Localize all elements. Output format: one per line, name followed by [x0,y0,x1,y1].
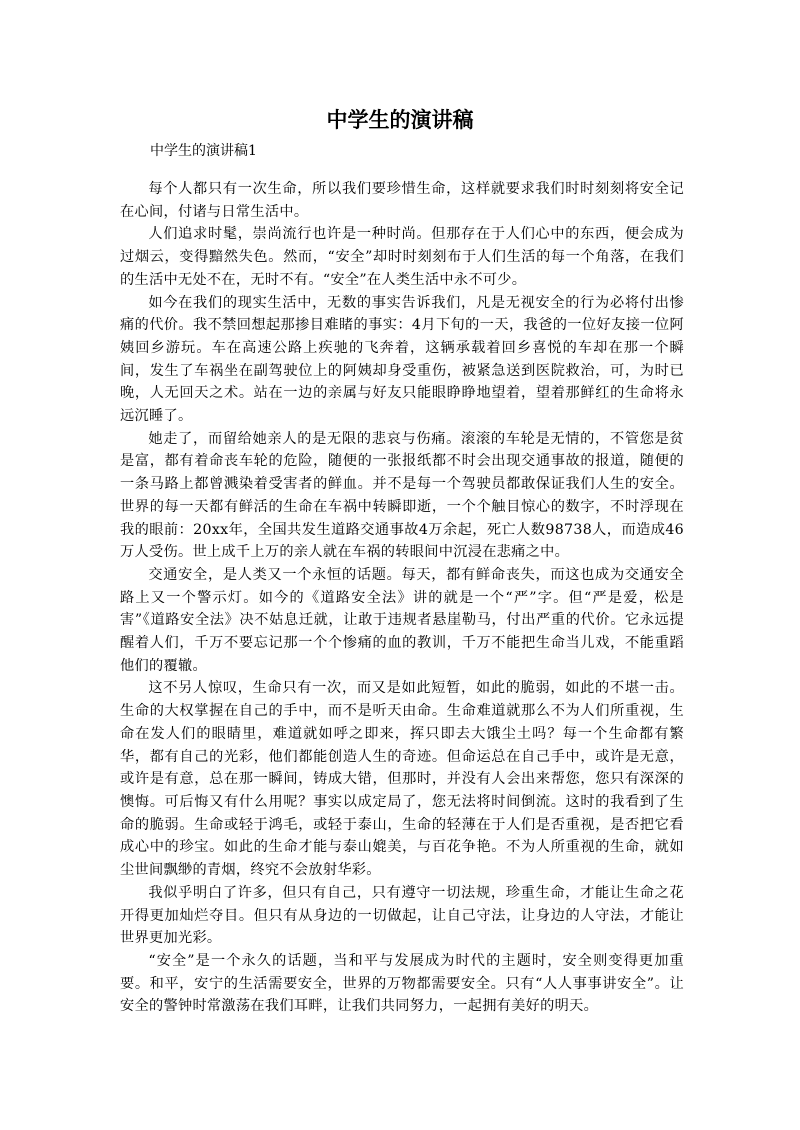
paragraph: 人们追求时髦，崇尚流行也许是一种时尚。但那存在于人们心中的东西，便会成为过烟云，变得黯然失色。然而，“安全”却时时刻刻布于人们生活的每一个角落，在我们的生活中无处不在，无时不有。“安全”在人类生活中永不可少。 [120,226,684,288]
page-title: 中学生的演讲稿 [326,107,474,132]
paragraph: 每个人都只有一次生命，所以我们要珍惜生命，这样就要求我们时时刻刻将安全记在心间，付诸与日常生活中。 [120,181,684,220]
paragraph: 这不另人惊叹，生命只有一次，而又是如此短暂，如此的脆弱，如此的不堪一击。生命的大权掌握在自己的手中，而不是听天由命。生命难道就那么不为人们所重视，生命在发人们的眼睛里，难道就如呼之即来，挥只即去大饿尘土吗？每一个生命都有繁华，都有自己的光彩，他们都能创造人生的奇迹。但命运总在自己手中，或许是无意，或许是有意，总在那一瞬间，铸成大错，但那时，并没有人会出来帮您，您只有深深的懊悔。可后悔又有什么用呢？事实以成定局了，您无法将时间倒流。这时的我看到了生命的脆弱。生命或轻于鸿毛，或轻于泰山，生命的轻薄在于人们是否重视，是否把它看成心中的珍宝。如此的生命才能与泰山媲美，与百花争艳。不为人所重视的生命，就如尘世间飘缈的青烟，终究不会放射华彩。 [120,680,684,879]
paragraph: “安全”是一个永久的话题，当和平与发展成为时代的主题时，安全则变得更加重要。和平，安宁的生活需要安全，世界的万物都需要安全。只有“人人事事讲安全”。让安全的警钟时常激荡在我们耳畔，让我们共同努力，一起拥有美好的明天。 [120,952,684,1015]
paragraph: 我似乎明白了许多，但只有自己，只有遵守一切法规，珍重生命，才能让生命之花开得更加灿烂夺目。但只有从身边的一切做起，让自己守法，让身边的人守法，才能让世界更加光彩。 [120,884,684,947]
paragraph: 交通安全，是人类又一个永恒的话题。每天，都有鲜命丧失，而这也成为交通安全路上又一个警示灯。如今的《道路安全法》讲的就是一个“严”字。但“严是爱，松是害”《道路安全法》决不姑息迁就，让敢于违规者悬崖勒马，付出严重的代价。它永远提醒着人们，千万不要忘记那一个个惨痛的血的教训，千万不能把生命当儿戏，不能重蹈他们的覆辙。 [120,566,684,674]
document-body [120,178,684,1018]
section-subtitle: 中学生的演讲稿1 [150,143,257,159]
paragraph: 她走了，而留给她亲人的是无限的悲哀与伤痛。滚滚的车轮是无情的，不管您是贫是富，都有着命丧车轮的危险，随便的一张报纸都不时会出现交通事故的报道，随便的一条马路上都曾溅染着受害者的鲜血。并不是每一个驾驶员都敢保证我们人生的安全。世界的每一天都有鲜活的生命在车祸中转瞬即逝，一个个触目惊心的数字，不时浮现在我的眼前：20xx年，全国共发生道路交通事故4万余起，死亡人数98738人，而造成46万人受伤。世上成千上万的亲人就在车祸的转眼间中沉浸在悲痛之中。 [120,430,684,561]
paragraph: 如今在我们的现实生活中，无数的事实告诉我们，凡是无视安全的行为必将付出惨痛的代价。我不禁回想起那掺目难睹的事实：4月下旬的一天，我爸的一位好友接一位阿姨回乡游玩。车在高速公路上疾驰的飞奔着，这辆承载着回乡喜悦的车却在那一个瞬间，发生了车祸坐在副驾驶位上的阿姨却身受重伤，被紧急送到医院救治，可，为时已晚，人无回天之术。站在一边的亲属与好友只能眼睁睁地望着，望着那鲜红的生命将永远沉睡了。 [120,294,684,425]
